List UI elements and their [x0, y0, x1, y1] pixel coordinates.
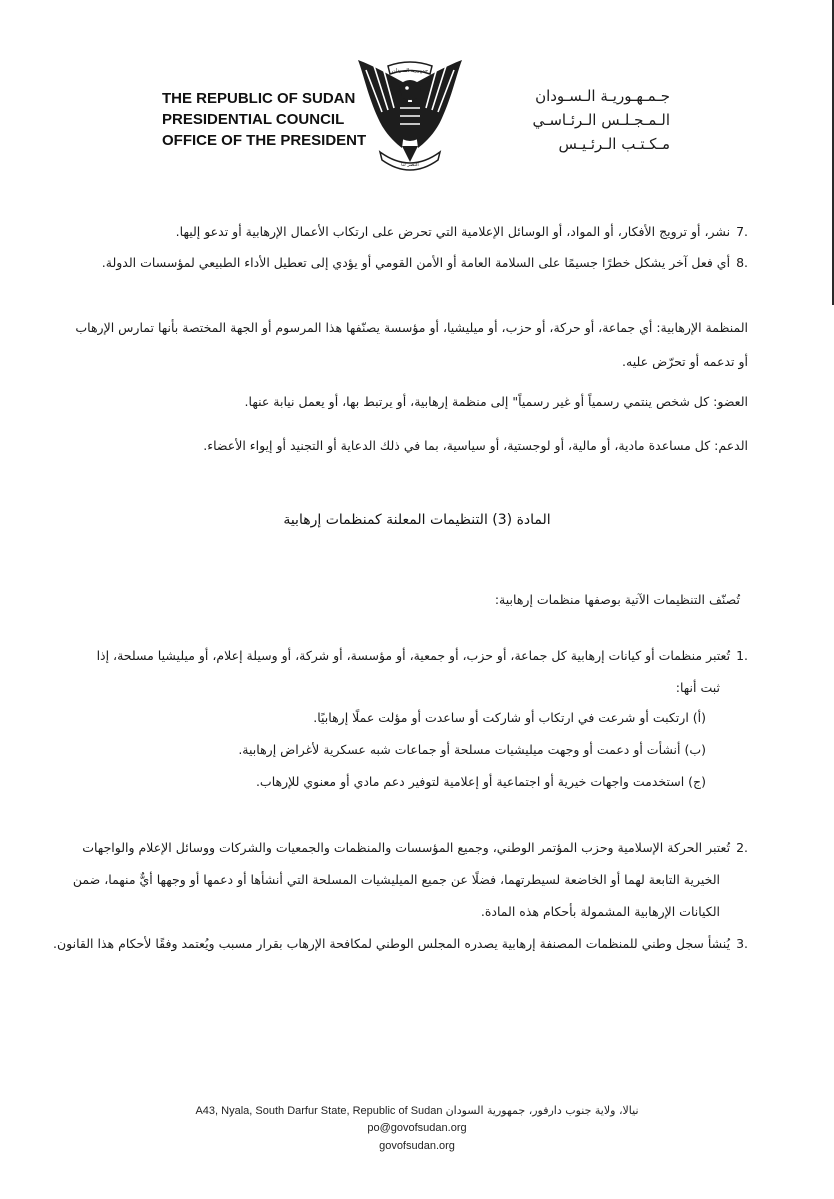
item-1-sub-b: (ب) أنشأت أو دعمت أو وجهت ميليشيات مسلحة أو جماعات شبه عسكرية لأغراض إرهابية. [238, 742, 706, 757]
letterhead-en-line-1: THE REPUBLIC OF SUDAN [162, 90, 356, 107]
article-3-intro: تُصنّف التنظيمات الآتية بوصفها منظمات إرهابية: [494, 592, 740, 607]
definition-terrorist-org-line-2: أو تدعمه أو تحرّض عليه. [622, 354, 748, 369]
item-2-line-2: الخيرية التابعة لهما أو الخاضعة لسيطرتهما، فضلًا عن جميع الميليشيات المسلحة التي أنشأها أو دعمها أو وجهها أيٌّ منهما، ضمن [72, 872, 720, 887]
clause-7-text: نشر، أو ترويج الأفكار، أو المواد، أو الوسائل الإعلامية التي تحرض على ارتكاب الأعمال الإرهابية أو تدعو إليها. [175, 224, 731, 239]
item-3-number: 3. [736, 936, 748, 951]
clause-8-number: 8. [736, 255, 748, 270]
letterhead-en-line-3: OFFICE OF THE PRESIDENT [162, 132, 367, 149]
footer-address-ar: نيالا، ولاية جنوب دارفور، جمهورية السودان [445, 1104, 639, 1117]
item-2-line-1 [28, 838, 748, 858]
emblem-banner-bottom: النصر لنا [401, 162, 419, 168]
item-3-text: يُنشأ سجل وطني للمنظمات المصنفة إرهابية يصدره المجلس الوطني لمكافحة الإرهاب بقرار مسبب ويُعتمد وفقًا لأحكام هذا القانون. [53, 936, 731, 951]
letterhead-arabic [470, 84, 670, 156]
article-3-heading: المادة (3) التنظيمات المعلنة كمنظمات إرهابية [283, 512, 551, 528]
item-1-line-1 [28, 646, 748, 666]
letterhead-ar-line-2: الـمـجـلـس الـرئـاسـي [532, 111, 670, 129]
item-1-line-2: ثبت أنها: [675, 680, 720, 695]
item-1-sub-c: (ج) استخدمت واجهات خيرية أو اجتماعية أو إعلامية لتوفير دعم مادي أو معنوي للإرهاب. [255, 774, 706, 789]
clause-7 [28, 222, 748, 242]
item-3 [28, 934, 748, 954]
item-1-number: 1. [736, 648, 748, 663]
clause-8 [28, 253, 748, 273]
definition-member: العضو: كل شخص ينتمي رسمياً أو غير رسمياً" إلى منظمة إرهابية، أو يرتبط بها، أو يعمل نيابة عنها. [244, 394, 748, 409]
item-2-number: 2. [736, 840, 748, 855]
footer-website[interactable]: govofsudan.org [379, 1140, 455, 1152]
letterhead-ar-line-3: مـكـتـب الـرئـيـس [558, 135, 670, 153]
definition-support: الدعم: كل مساعدة مادية، أو مالية، أو لوجستية، أو سياسية، بما في ذلك الدعاية أو التجنيد أو إيواء الأعضاء. [203, 438, 748, 453]
item-2-text: تُعتبر الحركة الإسلامية وحزب المؤتمر الوطني، وجميع المؤسسات والمنظمات والجمعيات والشركات ووسائل الإعلام والواجهات [82, 840, 731, 855]
sudan-emblem-icon [352, 56, 468, 176]
definition-terrorist-org-line-1: المنظمة الإرهابية: أي جماعة، أو حركة، أو حزب، أو ميليشيا، أو مؤسسة يصنّفها هذا المرسوم أو الجهة المختصة بأنها تمارس الإرهاب [75, 320, 748, 335]
letterhead-ar-line-1: جـمـهـوريـة الـسـودان [535, 87, 670, 105]
clause-7-number: 7. [736, 224, 748, 239]
item-1-text: تُعتبر منظمات أو كيانات إرهابية كل جماعة، أو حزب، أو جمعية، أو مؤسسة، أو شركة، أو وسيلة إعلام، أو ميليشيا مسلحة، إذا [96, 648, 731, 663]
footer-address-en: A43, Nyala, South Darfur State, Republic of Sudan [195, 1105, 443, 1117]
emblem-banner-top: جمهورية السودان [391, 68, 429, 74]
item-2-line-3: الكيانات الإرهابية المشمولة بأحكام هذه المادة. [480, 904, 720, 919]
letterhead-english [162, 88, 367, 151]
clause-8-text: أي فعل آخر يشكل خطرًا جسيمًا على السلامة العامة أو الأمن القومي أو يؤدي إلى تعطيل الأداء الطبيعي لمؤسسات الدولة. [101, 255, 731, 270]
footer-address [0, 1104, 834, 1117]
footer-email[interactable]: po@govofsudan.org [367, 1122, 467, 1134]
letterhead-en-line-2: PRESIDENTIAL COUNCIL [162, 111, 345, 128]
item-1-sub-a: (أ) ارتكبت أو شرعت في ارتكاب أو شاركت أو ساعدت أو مؤلت عملًا إرهابيًا. [313, 710, 706, 725]
